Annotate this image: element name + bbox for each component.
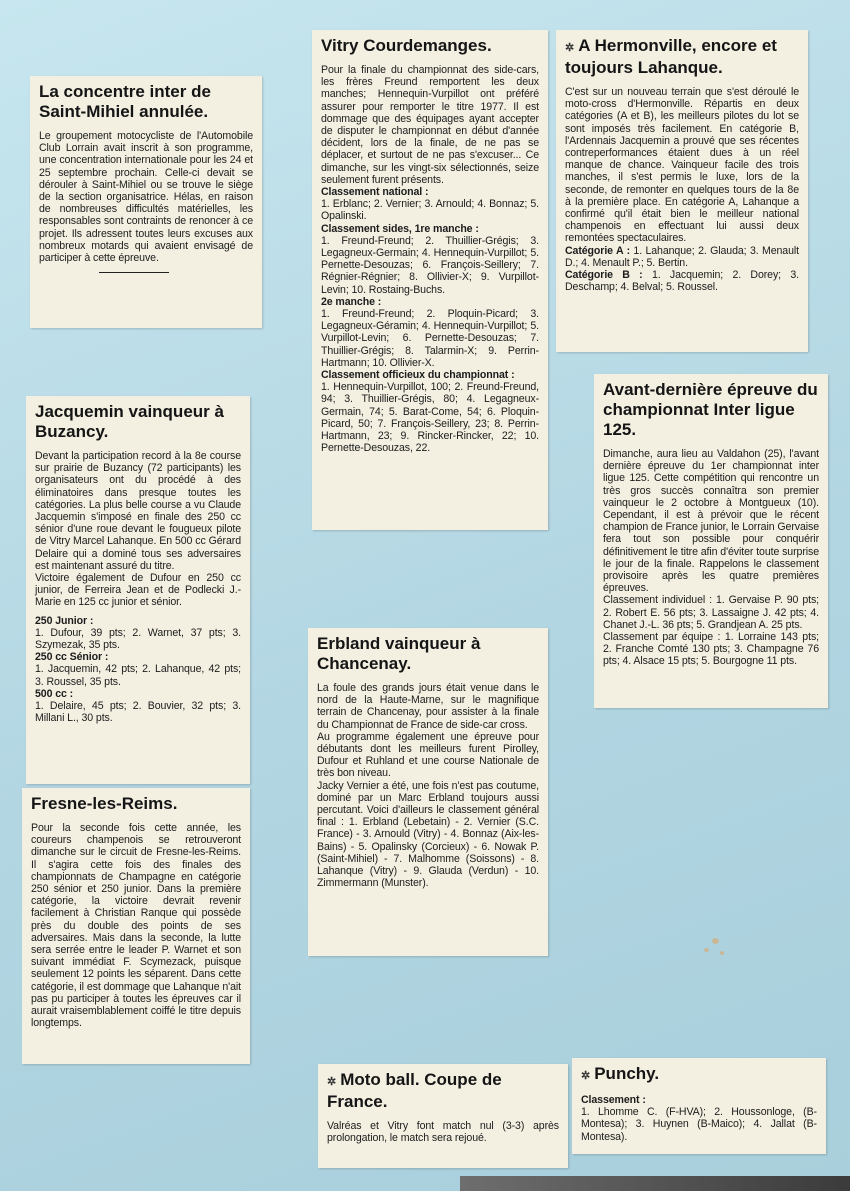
article-title: Fresne-les-Reims. <box>31 794 178 813</box>
heading-classement: Classement : <box>581 1094 646 1106</box>
star-icon: ✲ <box>565 42 575 54</box>
article-title: ✲ Moto ball. Coupe de France. <box>327 1070 502 1111</box>
article-body-2: Au programme également une épreuve pour débutants dont les meilleurs furent Pirolley, Dufour et Ruhland et une course Nationale de très bon niveau. <box>317 730 539 780</box>
article-title: Jacquemin vainqueur à Buzancy. <box>35 402 224 441</box>
article-buzancy <box>26 396 250 784</box>
result-equipe: Classement par équipe : 1. Lorraine 143 pts; 2. Franche Comté 130 pts; 3. Champagne 76 pts; 4. Alsace 15 pts; 5. Bourgogne 11 pts. <box>603 631 819 668</box>
star-icon: ✲ <box>327 1076 337 1088</box>
result-individuel: Classement individuel : 1. Gervaise P. 90 pts; 2. Robert E. 56 pts; 3. Lassaigne J. 42 pts; 4. Chanet J.-L. 36 pts; 5. Grandjean A. 25 pts. <box>603 594 819 631</box>
heading-cat-a: Catégorie A : <box>565 244 630 257</box>
divider <box>99 272 169 273</box>
result-500: 1. Delaire, 45 pts; 2. Bouvier, 32 pts; 3. Millani L., 30 pts. <box>35 700 241 725</box>
star-icon: ✲ <box>581 1070 591 1082</box>
result-manche2: 1. Freund-Freund; 2. Ploquin-Picard; 3. Legagneux-Géramin; 4. Hennequin-Vurpillot; 5. Vurpillot-Levin; 6. Pernette-Desouzas; 7. Thuillier-Grégis; 8. Talarmin-X; 9. Perrin-Hartmann; 10. Ollivier-X. <box>321 308 539 369</box>
article-title: Vitry Courdemanges. <box>321 36 492 55</box>
article-vitry <box>312 30 548 530</box>
result-sides-manche1: 1. Freund-Freund; 2. Thuillier-Grégis; 3. Legagneux-Germain; 4. Hennequin-Vurpillot; 5. Pernette-Desouzas; 6. François-Seillery; 7. Régnier-Régnier; 8. Ollivier-X; 9. Vurpillot-Levin; 10. Rostaing-Buchs. <box>321 234 539 296</box>
result-250-senior: 1. Jacquemin, 42 pts; 2. Lahanque, 42 pts; 3. Roussel, 35 pts. <box>35 663 241 688</box>
article-body: Dimanche, aura lieu au Valdahon (25), l'avant dernière épreuve du 1er championnat inter ligue 125. Cette compétition qui rencontre un très gros succès connaîtra son premier vainqueur le 2 octobre à Montgueux (10). Cependant, il est à prévoir que le récent champion de France junior, le Lorrain Gervaise fera tout son possible pour conquérir définitivement le titre afin d'éviter toute surprise le jour de la finale. Rappelons le classement provisoire après les quatre premières épreuves. <box>603 448 819 595</box>
heading-national: Classement national : <box>321 186 429 199</box>
heading-250-senior: 250 cc Sénior : <box>35 651 109 664</box>
heading-sides-manche1: Classement sides, 1re manche : <box>321 222 479 235</box>
article-erbland <box>308 628 548 956</box>
article-body: Le groupement motocycliste de l'Automobile Club Lorrain avait inscrit à son programme, une concentration internationale pour les 24 et 25 septembre prochain. Celle-ci devait se dérouler à Saint-Mihiel ou se trouve le siège de la section organisatrice. Hélas, en raison de nombreuses difficultés matérielles, les responsables sont contraints de renoncer à ce projet. Ils adressent toutes leurs excuses aux nombreux motards qui avaient envisagé de participer à cette épreuve. <box>39 130 253 265</box>
article-title: Avant-dernière épreuve du championnat Inter ligue 125. <box>603 380 818 439</box>
article-hermonville <box>556 30 808 352</box>
article-saint-mihiel <box>30 76 262 328</box>
article-body: La foule des grands jours était venue dans le nord de la Haute-Marne, sur le magnifique terrain de Chancenay, pour assister à la finale du Championnat de France de side-car cross. <box>317 682 539 731</box>
result-officieux: 1. Hennequin-Vurpillot, 100; 2. Freund-Freund, 94; 3. Thuillier-Grégis, 80; 4. Legagneux-Germain, 74; 5. Barat-Come, 54; 6. Ploquin-Picard, 50; 7. François-Seillery, 23; 8. Perrin-Hartmann, 23; 9. Rincker-Rincker, 22; 10. Pernette-Desouzas, 22. <box>321 381 539 455</box>
article-title: Erbland vainqueur à Chancenay. <box>317 634 481 673</box>
article-body: Pour la seconde fois cette année, les coureurs champenois se retrouveront dimanche sur le circuit de Fresne-les-Reims. Il s'agira cette fois des finales des championnats de Champagne en catégorie 250 sénior et 250 junior. Dans la première catégorie, la victoire devrait revenir facilement à Christian Ranque qui possède près du double des points de ses adversaires. Mais dans la seconde, la lutte sera serrée entre le leader P. Warnet et son suivant immédiat F. Scymezack, puisque seulement 12 points les séparent. Dans cette catégorie, il est dommage que Lahanque n'ait pas pu participer à toutes les épreuves car il aurait vraisemblablement coiffé le titre depuis longtemps. <box>31 822 241 1030</box>
result-cat-b: 1. Jacquemin; 2. Dorey; 3. Deschamp; 4. Belval; 5. Roussel. <box>565 269 799 294</box>
article-moto-ball <box>318 1064 568 1168</box>
result-cat-a: 1. Lahanque; 2. Glauda; 3. Menault D.; 4. Menault P.; 5. Bertin. <box>565 244 799 269</box>
page-edge <box>460 1176 850 1191</box>
article-avant-derniere <box>594 374 828 708</box>
paper-speck <box>712 938 719 944</box>
article-intro: Pour la finale du championnat des side-cars, les frères Freund remportent les deux manches; Hennequin-Vurpillot ont préféré assurer pour remporter le titre 1977. Il est dommage que des équipages ayant accepter de disputer le championnat en début d'année décident, lors de la finale, de ne pas se déplacer, et surtout de ne pas s'excuser... Ce dimanche, sur les vingt-six sélectionnés, seize seulement furent présents. <box>321 64 539 186</box>
article-title: ✲ A Hermonville, encore et toujours Lahanque. <box>565 36 777 77</box>
article-title: ✲ Punchy. <box>581 1064 660 1083</box>
article-body: Devant la participation record à la 8e course sur prairie de Buzancy (72 participants) les organisateurs ont du procédé à des éliminatoires dans presque toutes les catégories. La plus belle course a vu Claude Jacquemin s'imposé en finale des 250 cc sénior d'une roue devant le fougueux pilote de Vitry Marcel Lahanque. En 500 cc Gérard Delaire qui a dominé tous ses adversaires est maintenant assuré du titre. <box>35 450 241 572</box>
heading-250-junior: 250 Junior : <box>35 614 94 627</box>
article-body: Valréas et Vitry font match nul (3-3) après prolongation, le match sera rejoué. <box>327 1120 559 1145</box>
article-punchy <box>572 1058 826 1154</box>
article-body-3: Jacky Vernier a été, une fois n'est pas coutume, dominé par un Marc Erbland toujours aussi percutant. Voici d'ailleurs le classement général final : 1. Erbland (Lebetain) - 2. Vernier (S.C. France) - 3. Arnould (Vitry) - 4. Bonnaz (Aix-les-Bains) - 5. Opalinsky (Corcieux) - 6. Nowak P. (Saint-Mihiel) - 7. Malhomme (Soissons) - 8. Lahanque (Vitry) - 9. Glauda (Verdun) - 10. Zimmermann (Munster). <box>317 779 539 890</box>
paper-speck <box>720 951 724 955</box>
article-title: La concentre inter de Saint-Mihiel annulée. <box>39 82 211 121</box>
heading-manche2: 2e manche : <box>321 295 382 308</box>
result-national: 1. Erblanc; 2. Vernier; 3. Arnould; 4. Bonnaz; 5. Opalinski. <box>321 198 539 223</box>
article-fresne <box>22 788 250 1064</box>
heading-500: 500 cc : <box>35 687 74 700</box>
paper-speck <box>704 948 709 952</box>
heading-officieux: Classement officieux du championnat : <box>321 369 515 382</box>
heading-cat-b: Catégorie B : <box>565 269 643 282</box>
article-body: C'est sur un nouveau terrain que s'est déroulé le moto-cross d'Hermonville. Répartis en deux catégories (A et B), les meilleurs pilotes du lot se sont imposés très facilement. En catégorie B, l'Ardennais Jacquemin a prouvé que ses récentes contreperformances étaient dues à un réel manque de chance. Vainqueur facile des trois manches, il s'est permis le luxe, lors de la seconde, de remonter en quelques tours de la 8e à la première place. En catégorie A, Lahanque a confirmé qu'il était bien le meilleur national champenois en effectuant lui aussi deux remontées spectaculaires. <box>565 86 799 245</box>
article-body-2: Victoire également de Dufour en 250 cc junior, de Ferreira Jean et de Podlecki J.-Marie en 125 cc junior et sénior. <box>35 572 241 609</box>
result-250-junior: 1. Dufour, 39 pts; 2. Warnet, 37 pts; 3. Szymezak, 35 pts. <box>35 626 241 652</box>
article-body: 1. Lhomme C. (F-HVA); 2. Houssonloge, (B-Montesa); 3. Huynen (B-Maico); 4. Jallat (B-Montesa). <box>581 1106 817 1143</box>
